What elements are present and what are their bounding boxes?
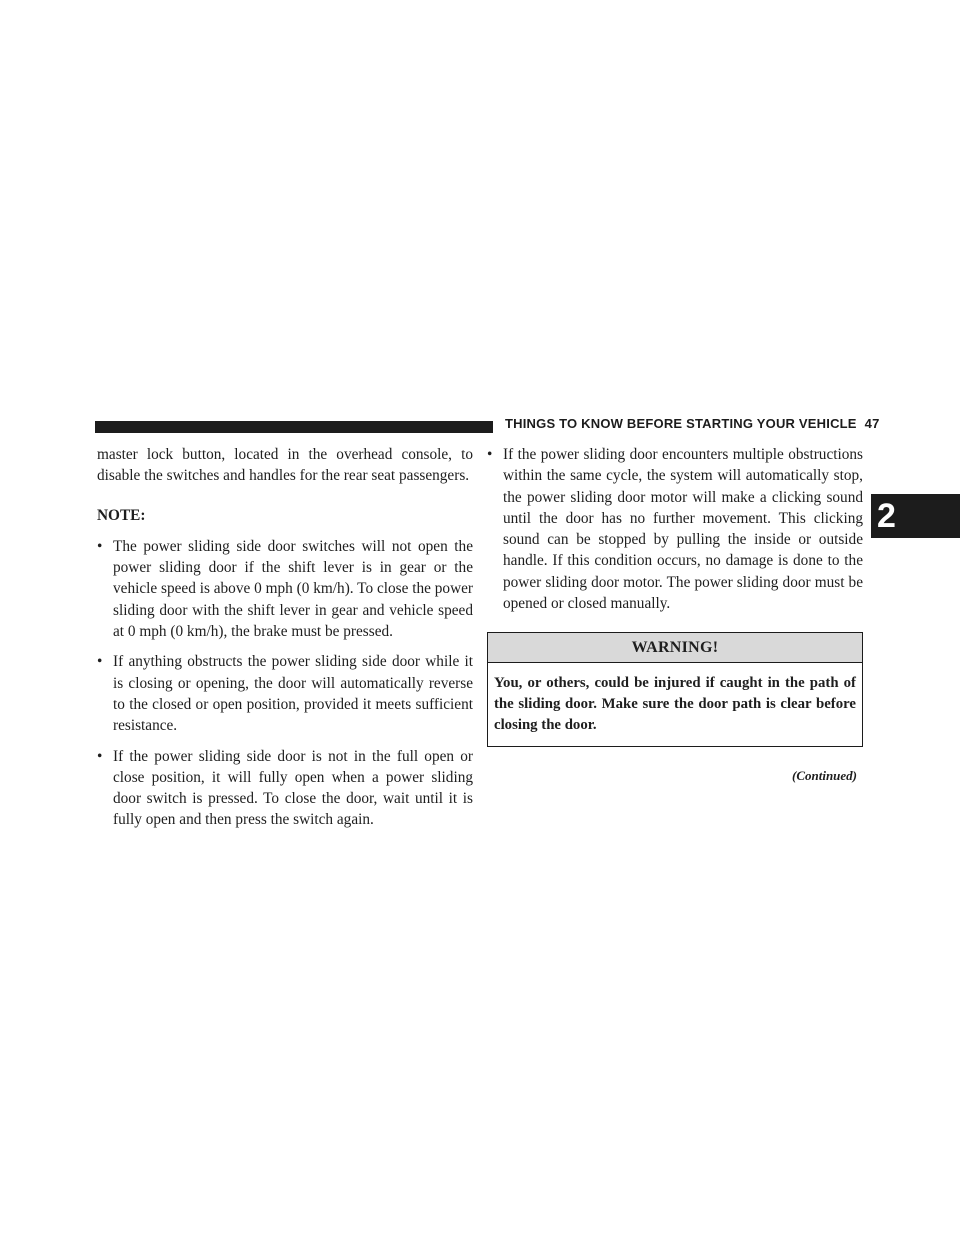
left-column: [97, 444, 473, 840]
warning-text: You, or others, could be injured if caught in the path of the sliding door. Make sure the door path is clear before closing the door.: [494, 674, 856, 734]
running-header: [505, 416, 880, 431]
bullet-icon: •: [487, 446, 493, 463]
chapter-tab: [871, 494, 960, 538]
list-item-text: If the power sliding side door is not in the full open or close position, it will fully open when a power sliding door switch is pressed. To close the door, wait until it is fully open and then press the switch again.: [113, 747, 473, 829]
note-list: [97, 536, 473, 831]
list-item: [97, 651, 473, 736]
section-title: THINGS TO KNOW BEFORE STARTING YOUR VEHICLE: [505, 416, 857, 431]
list-item: [487, 444, 863, 614]
intro-paragraph: master lock button, located in the overhead console, to disable the switches and handles for the rear seat passengers.: [97, 446, 473, 485]
bullet-icon: •: [97, 747, 103, 765]
page-number: 47: [864, 416, 880, 431]
list-item-text: The power sliding side door switches will not open the power sliding door if the shift lever is in gear or the vehicle speed is above 0 mph (0 km/h). To close the power sliding door with the shift lever in gear and vehicle speed at 0 mph (0 km/h), the brake must be pressed.: [113, 537, 473, 641]
list-item-text: If anything obstructs the power sliding side door while it is closing or opening, the door will automatically reverse to the closed or open position, provided it meets sufficient resistance.: [113, 653, 473, 735]
list-item: [97, 536, 473, 642]
chapter-number: 2: [877, 497, 896, 535]
bullet-icon: •: [97, 537, 103, 555]
bullet-icon: •: [97, 653, 103, 671]
note-label: NOTE:: [97, 506, 146, 524]
continued-label: (Continued): [791, 767, 857, 783]
bullet-list: [487, 444, 863, 614]
right-column: [487, 444, 863, 786]
header-rule: [95, 421, 493, 433]
warning-title: WARNING!: [488, 633, 862, 662]
list-item: [97, 746, 473, 831]
warning-box: [487, 632, 863, 746]
list-item-text: If the power sliding door encounters multiple obstructions within the same cycle, the system will automatically stop, the power sliding door motor will make a clicking sound until the door has no further movement. This clicking sound can be stopped by pulling the inside or outside handle. If this condition occurs, no damage is done to the power sliding door motor. The power sliding door must be opened or closed manually.: [503, 446, 863, 613]
